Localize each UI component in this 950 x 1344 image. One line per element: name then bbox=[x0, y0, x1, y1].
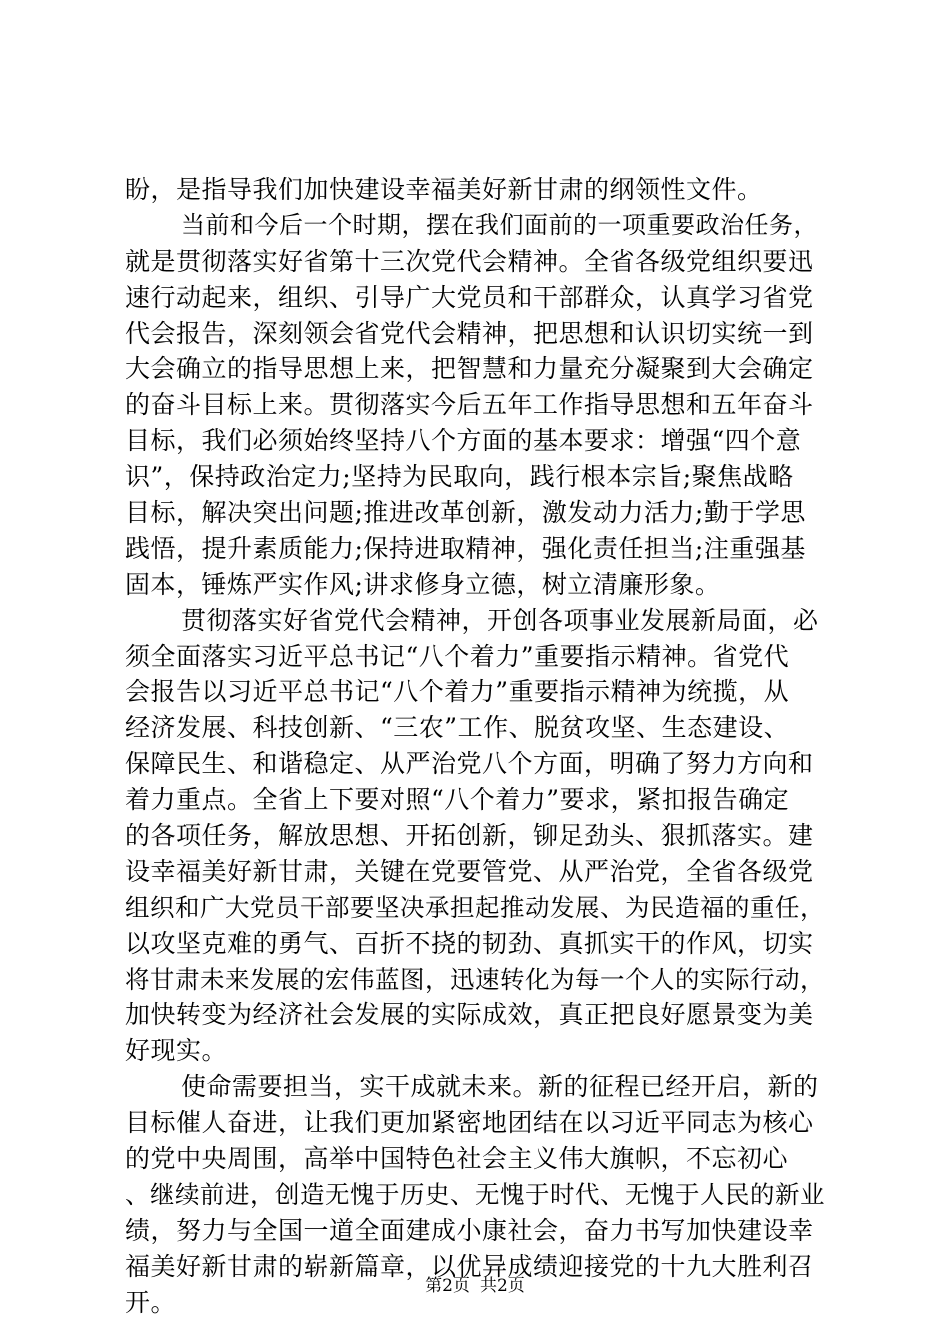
text-line: 大会确立的指导思想上来，把智慧和力量充分凝聚到大会确定 bbox=[125, 354, 814, 384]
text-line: 、继续前进，创造无愧于历史、无愧于时代、无愧于人民的新业 bbox=[125, 1179, 825, 1209]
text-line: 福美好新甘肃的崭新篇章，以优异成绩迎接党的十九大胜利召 bbox=[125, 1251, 814, 1281]
text-line: 践悟，提升素质能力;保持进取精神，强化责任担当;注重强基 bbox=[125, 533, 806, 563]
text-line: 设幸福美好新甘肃，关键在党要管党、从严治党，全省各级党 bbox=[125, 856, 814, 886]
text-line: 盼，是指导我们加快建设幸福美好新甘肃的纲领性文件。 bbox=[125, 175, 763, 204]
text-line: 好现实。 bbox=[125, 1036, 228, 1066]
paragraph bbox=[125, 208, 825, 603]
text-line: 目标，我们必须始终坚持八个方面的基本要求：增强“四个意 bbox=[125, 426, 802, 456]
text-line: 须全面落实习近平总书记“八个着力”重要指示精神。省党代 bbox=[125, 641, 790, 671]
body-text bbox=[125, 172, 825, 1321]
text-line: 速行动起来，组织、引导广大党员和干部群众，认真学习省党 bbox=[125, 282, 814, 312]
text-line: 就是贯彻落实好省第十三次党代会精神。全省各级党组织要迅 bbox=[125, 246, 814, 276]
text-line: 绩，努力与全国一道全面建成小康社会，奋力书写加快建设幸 bbox=[125, 1215, 814, 1245]
text-line: 将甘肃未来发展的宏伟蓝图，迅速转化为每一个人的实际行动， bbox=[125, 964, 825, 994]
text-line: 的党中央周围，高举中国特色社会主义伟大旗帜，不忘初心 bbox=[125, 1144, 789, 1174]
text-line: 目标催人奋进，让我们更加紧密地团结在以习近平同志为核心 bbox=[125, 1108, 814, 1138]
text-line: 的各项任务，解放思想、开拓创新，铆足劲头、狠抓落实。建 bbox=[125, 821, 814, 851]
text-line: 贯彻落实好省党代会精神，开创各项事业发展新局面，必 bbox=[181, 605, 819, 635]
text-line: 固本，锤炼严实作风;讲求修身立德，树立清廉形象。 bbox=[125, 569, 721, 599]
text-line: 目标，解决突出问题;推进改革创新，激发动力活力;勤于学思 bbox=[125, 498, 806, 528]
text-line: 加快转变为经济社会发展的实际成效，真正把良好愿景变为美 bbox=[125, 1000, 814, 1030]
paragraph bbox=[125, 172, 825, 208]
paragraph bbox=[125, 603, 825, 1070]
text-line: 以攻坚克难的勇气、百折不挠的韧劲、真抓实干的作风，切实 bbox=[125, 928, 814, 958]
text-line: 识”，保持政治定力;坚持为民取向，践行根本宗旨;聚焦战略 bbox=[125, 462, 794, 492]
page-number: 第2页 bbox=[425, 1276, 470, 1296]
text-line: 当前和今后一个时期，摆在我们面前的一项重要政治任务， bbox=[181, 210, 818, 239]
text-line: 使命需要担当，实干成就未来。新的征程已经开启，新的 bbox=[181, 1072, 819, 1102]
text-line: 的奋斗目标上来。贯彻落实今后五年工作指导思想和五年奋斗 bbox=[125, 390, 814, 420]
text-line: 会报告以习近平总书记“八个着力”重要指示精神为统揽，从 bbox=[125, 677, 790, 707]
text-line: 着力重点。全省上下要对照“八个着力”要求，紧扣报告确定 bbox=[125, 785, 790, 815]
text-line: 保障民生、和谐稳定、从严治党八个方面，明确了努力方向和 bbox=[125, 749, 814, 779]
text-line: 组织和广大党员干部要坚决承担起推动发展、为民造福的重任， bbox=[125, 892, 825, 922]
text-line: 代会报告，深刻领会省党代会精神，把思想和认识切实统一到 bbox=[125, 318, 814, 348]
text-line: 开。 bbox=[125, 1287, 177, 1317]
page-footer bbox=[0, 1276, 950, 1296]
text-line: 经济发展、科技创新、“三农”工作、脱贫攻坚、生态建设、 bbox=[125, 713, 790, 743]
page-total: 共2页 bbox=[480, 1276, 525, 1296]
